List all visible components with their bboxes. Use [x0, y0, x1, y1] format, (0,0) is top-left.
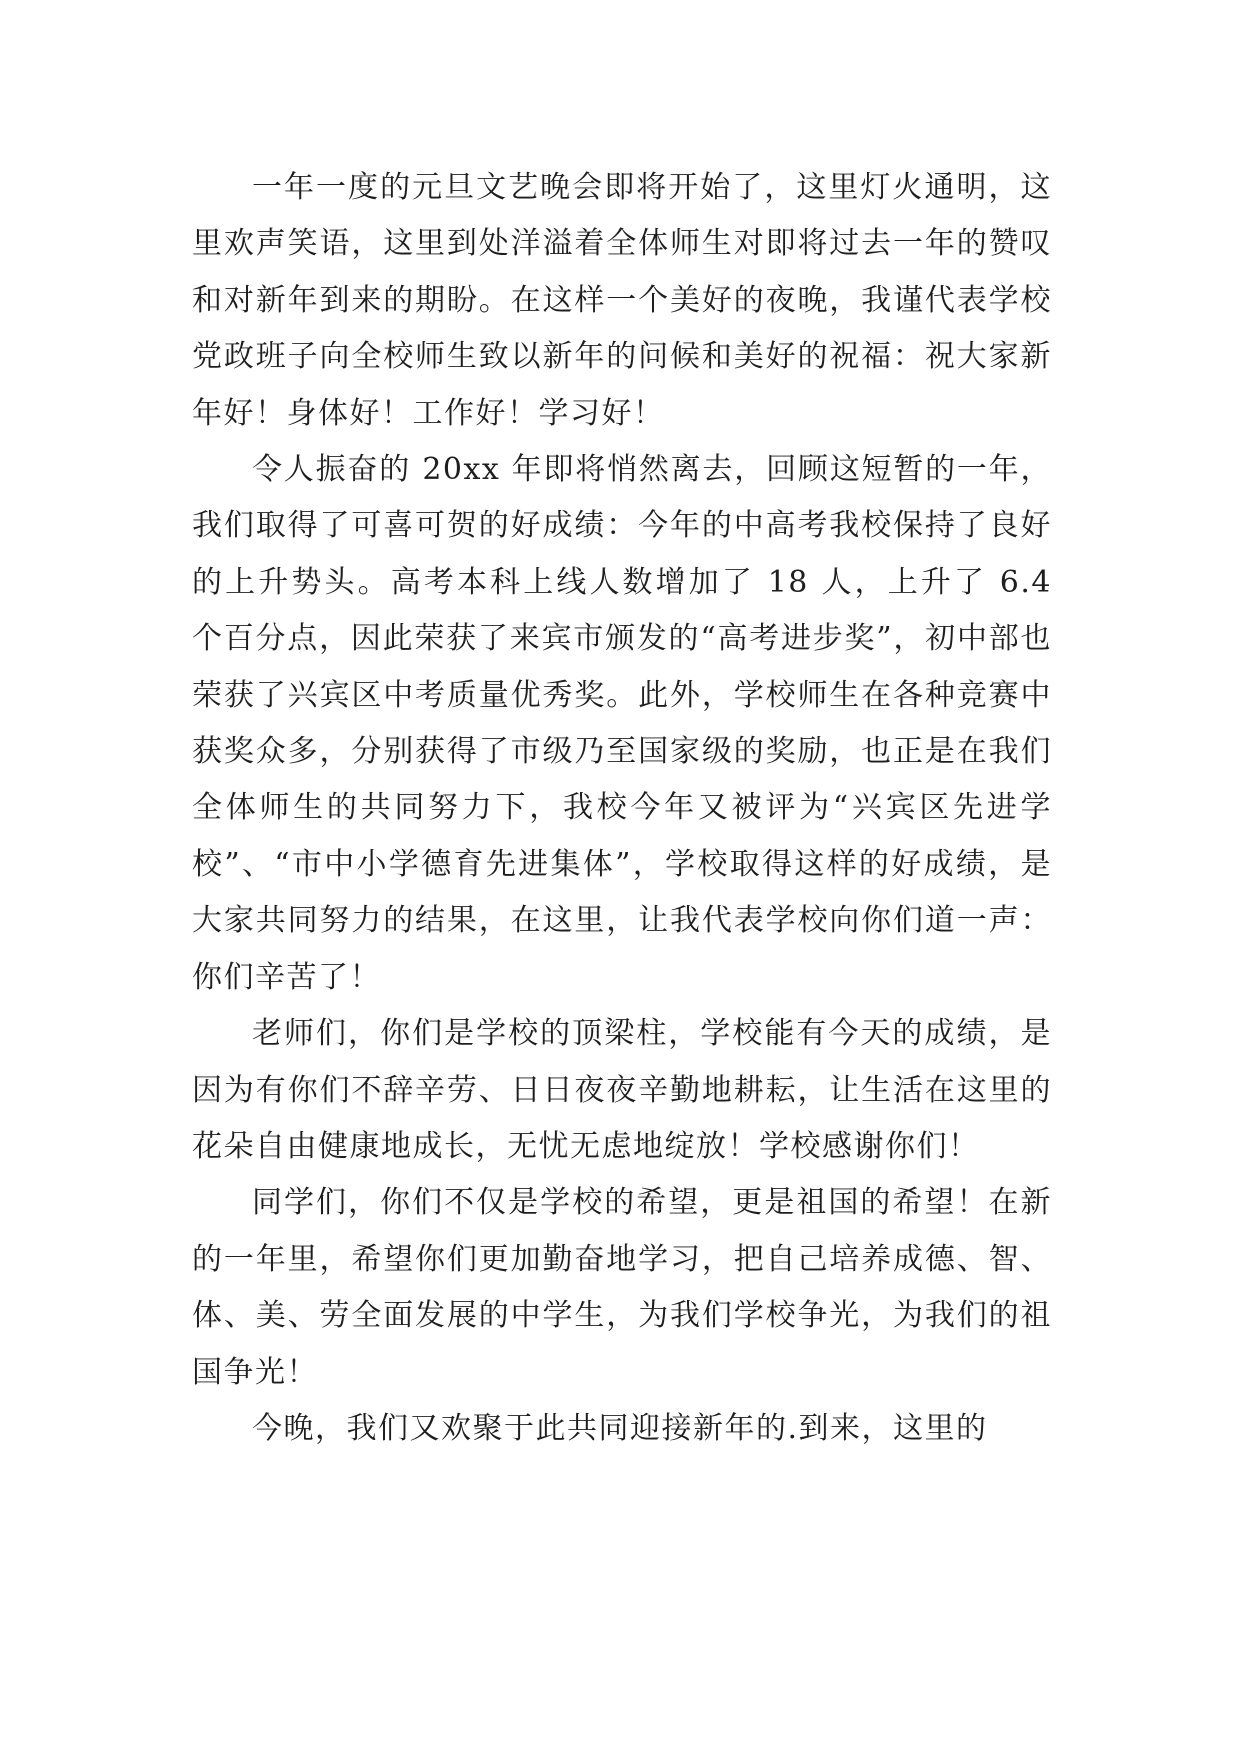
paragraph-year-achievements: 令人振奋的 20xx 年即将悄然离去，回顾这短暂的一年，我们取得了可喜可贺的好成绩：今年的中高考我校保持了良好的上升势头。高考本科上线人数增加了 18 人，上升了 6.4 个百分点，因此荣获了来宾市颁发的“高考进步奖”，初中部也荣获了兴宾区中考质量优秀奖。此外，学校师生在各种竞赛中获奖众多，分别获得了市级乃至国家级的奖励，也正是在我们全体师生的共同努力下，我校今年又被评为“兴宾区先进学校”、“市中小学德育先进集体”，学校取得这样的好成绩，是大家共同努力的结果，在这里，让我代表学校向你们道一声：你们辛苦了！ — [192, 452, 1052, 995]
document-body — [192, 160, 1052, 1457]
paragraph-tonight: 今晚，我们又欢聚于此共同迎接新年的.到来，这里的 — [252, 1410, 988, 1446]
paragraph-teachers-thanks: 老师们，你们是学校的顶梁柱，学校能有今天的成绩，是因为有你们不辞辛劳、日日夜夜辛勤地耕耘，让生活在这里的花朵自由健康地成长，无忧无虑地绽放！学校感谢你们！ — [192, 1016, 1052, 1164]
paragraph-opening-greeting: 一年一度的元旦文艺晚会即将开始了，这里灯火通明，这里欢声笑语，这里到处洋溢着全体师生对即将过去一年的赞叹和对新年到来的期盼。在这样一个美好的夜晚，我谨代表学校党政班子向全校师生致以新年的问候和美好的祝福：祝大家新年好！身体好！工作好！学习好！ — [192, 170, 1052, 431]
paragraph-students-hopes: 同学们，你们不仅是学校的希望，更是祖国的希望！在新的一年里，希望你们更加勤奋地学习，把自己培养成德、智、体、美、劳全面发展的中学生，为我们学校争光，为我们的祖国争光！ — [192, 1185, 1052, 1390]
